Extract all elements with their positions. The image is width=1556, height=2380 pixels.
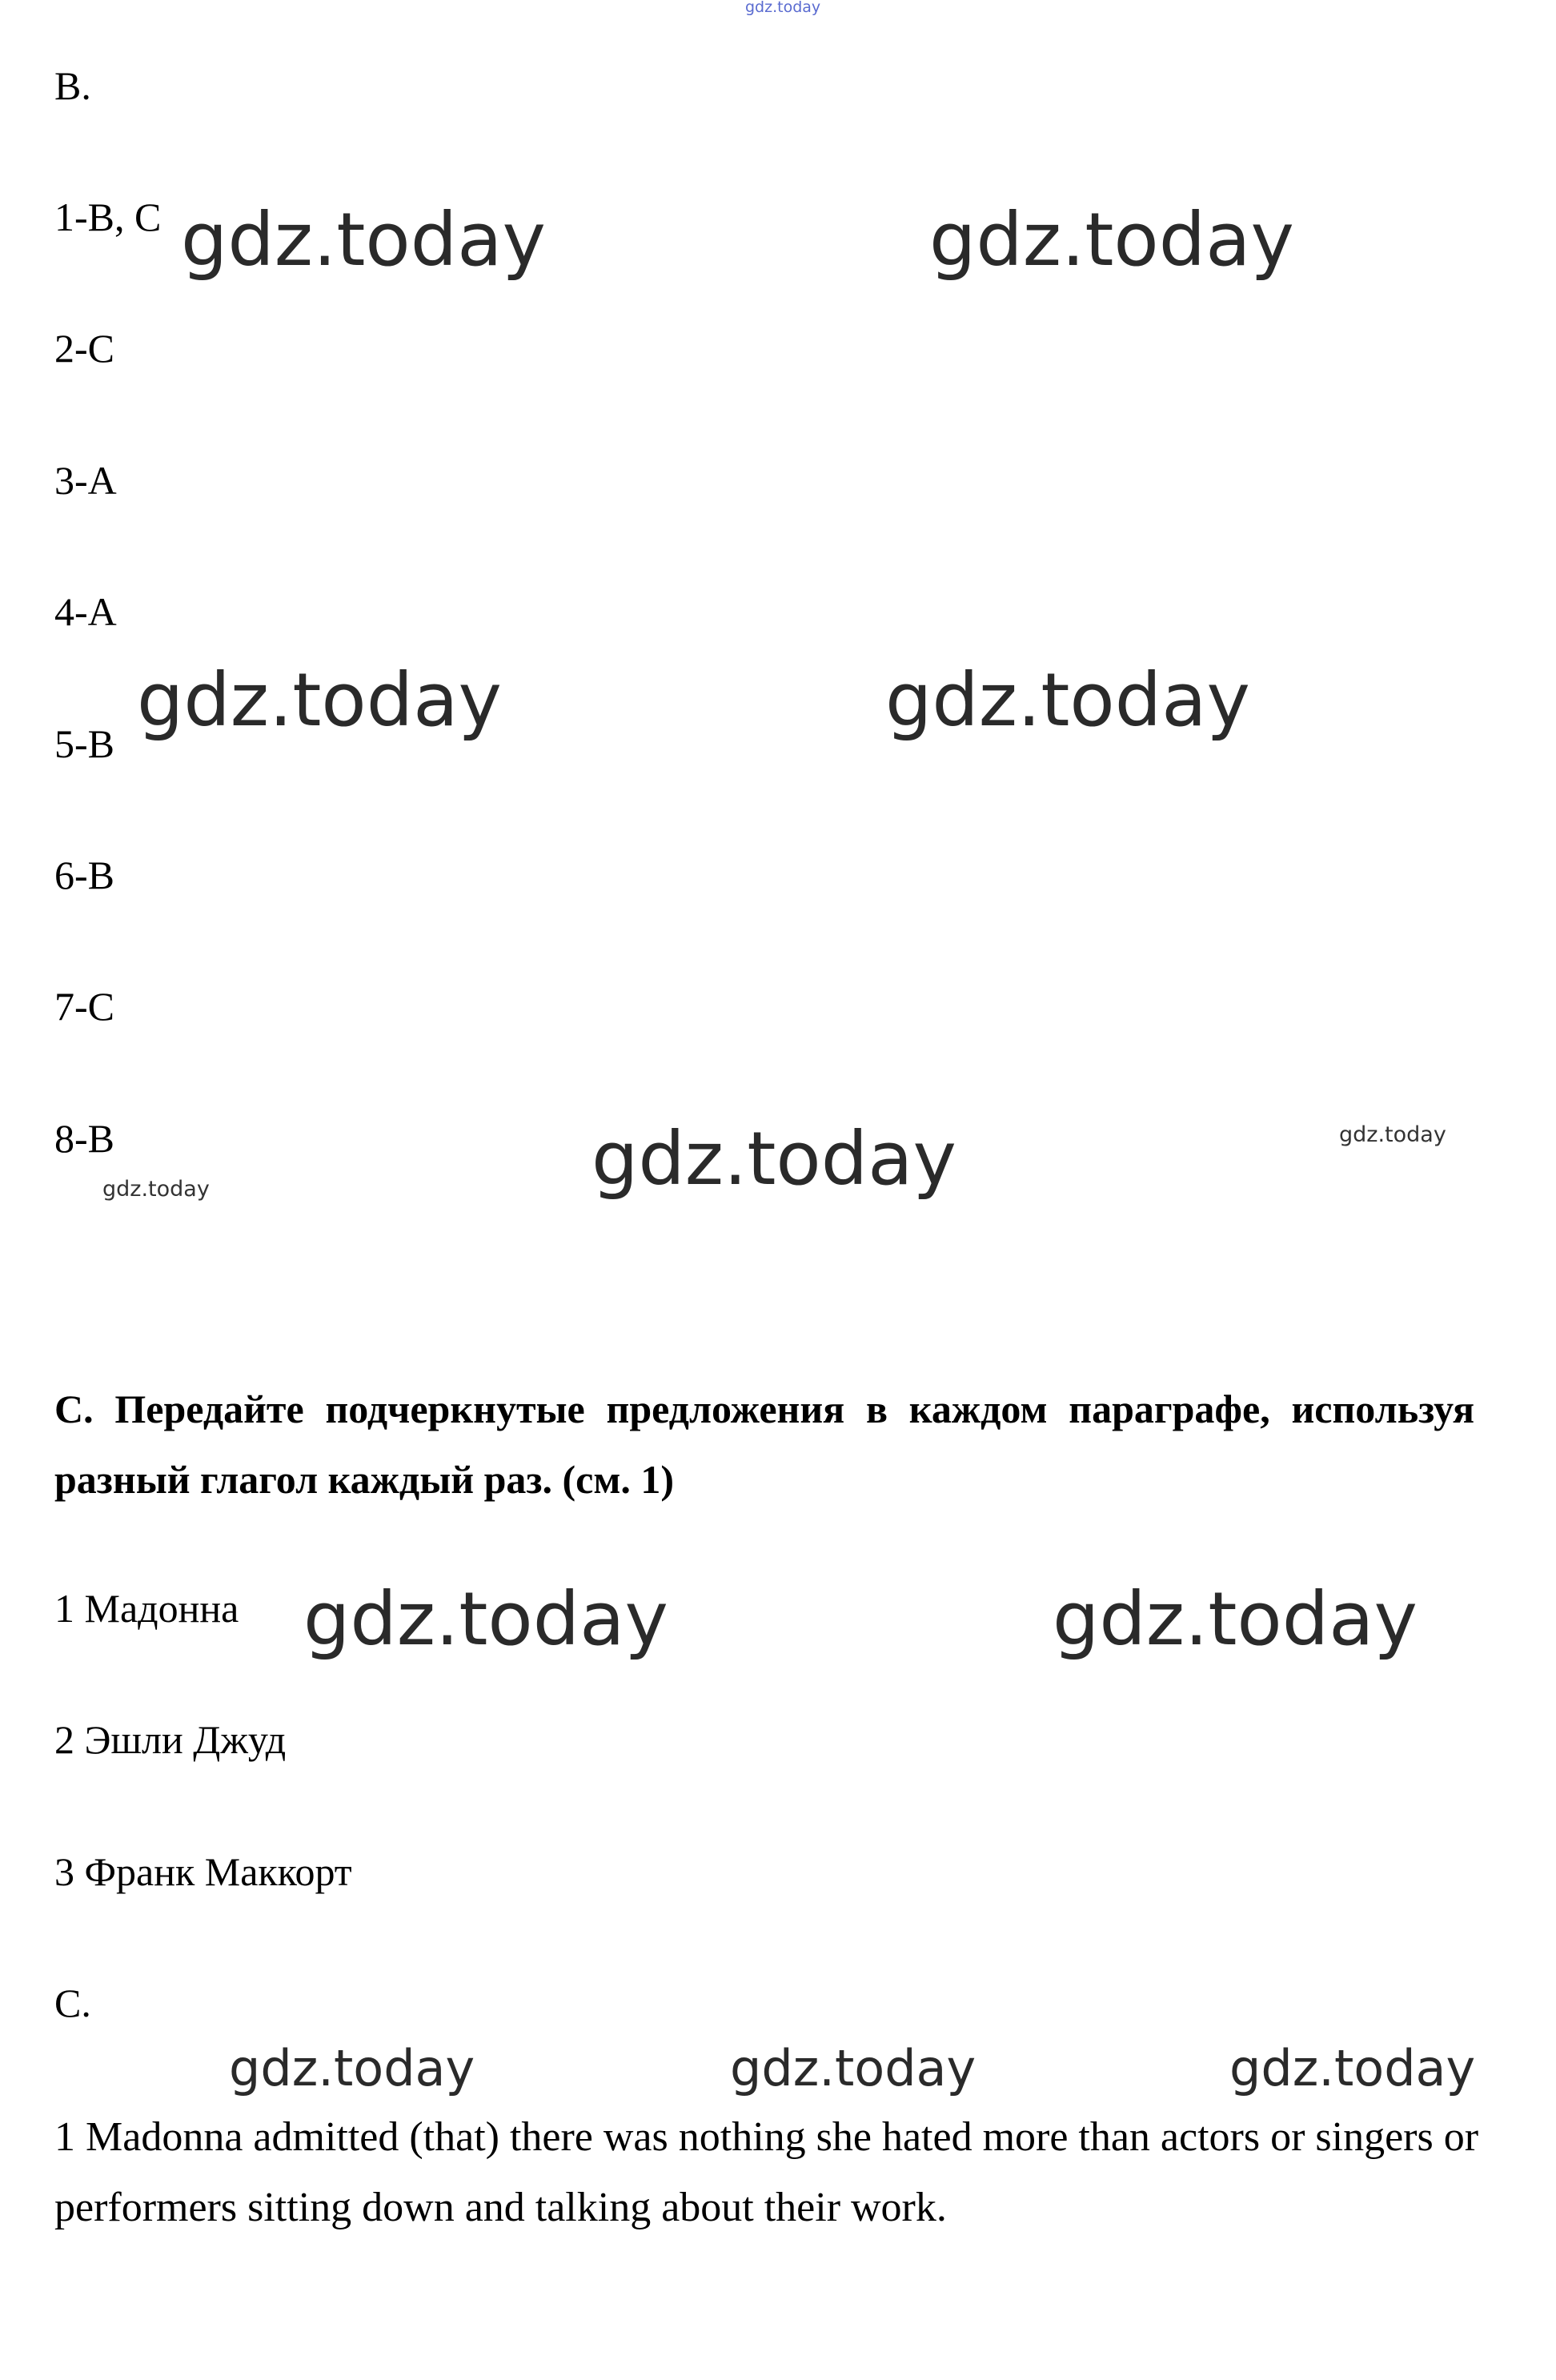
watermark: gdz.today <box>181 197 546 283</box>
task-item: 2 Эшли Джуд <box>54 1717 287 1762</box>
task-item: 1 Мадонна <box>54 1586 239 1631</box>
answer-item: 8-B <box>54 1116 114 1161</box>
section-b-label: B. <box>54 63 91 108</box>
watermark: gdz.today <box>303 1576 668 1662</box>
header-watermark: gdz.today <box>745 0 821 16</box>
answer-item: 5-B <box>54 721 114 766</box>
section-c-heading: C. Передайте подчеркнутые предложения в каждом параграфе, используя разный глагол каждый раз. (см. 1) <box>54 1387 1474 1502</box>
watermark: gdz.today <box>730 2039 977 2097</box>
answer-item: 1-B, C <box>54 195 162 239</box>
task-item: 3 Франк Маккорт <box>54 1849 352 1894</box>
section-c-answer-label: C. <box>54 1981 91 2025</box>
answer-item: 3-A <box>54 458 117 503</box>
answer-paragraph: 1 Madonna admitted (that) there was nothing she hated more than actors or singers or performers sitting down and talking about their work. <box>54 2114 1479 2230</box>
watermark: gdz.today <box>592 1116 956 1202</box>
answer-item: 2-C <box>54 326 114 371</box>
watermark: gdz.today <box>1229 2039 1476 2097</box>
answer-item: 4-A <box>54 589 117 634</box>
watermark: gdz.today <box>929 197 1294 283</box>
watermark: gdz.today <box>1339 1122 1446 1147</box>
answer-item: 6-B <box>54 853 114 897</box>
watermark: gdz.today <box>885 657 1250 743</box>
watermark: gdz.today <box>137 657 502 743</box>
watermark: gdz.today <box>1053 1576 1418 1662</box>
watermark: gdz.today <box>229 2039 475 2097</box>
watermark: gdz.today <box>102 1177 210 1202</box>
answer-item: 7-C <box>54 984 114 1029</box>
